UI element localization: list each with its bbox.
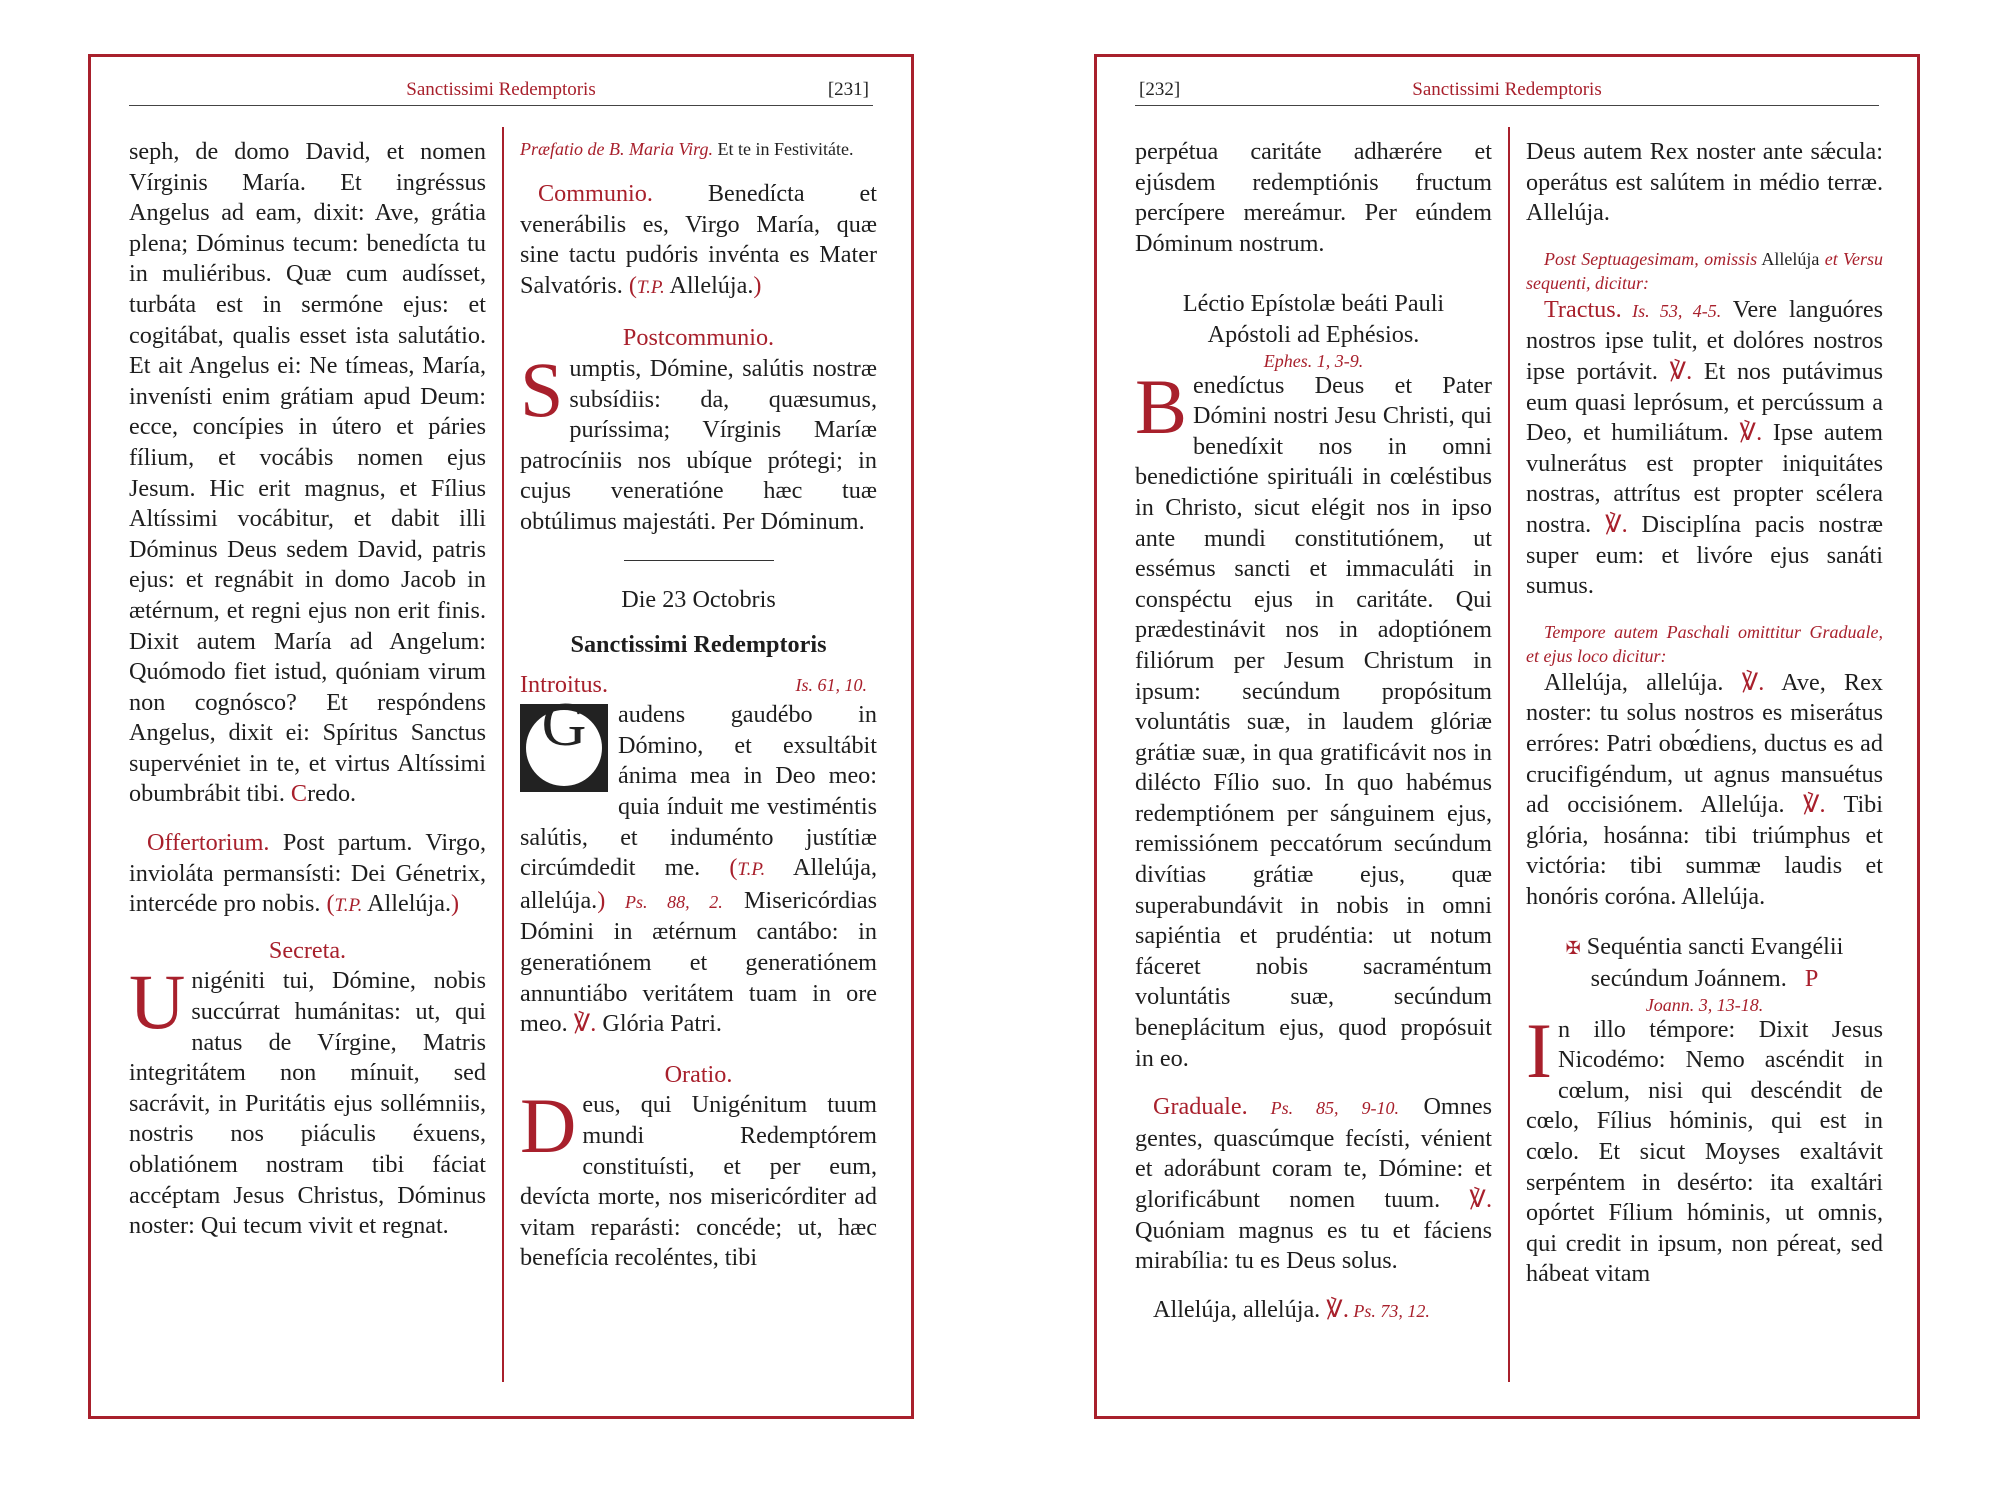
versicle-icon: ℣. [1469,1186,1492,1213]
paschal-alleluia: Allelúja, allelúja. ℣. Ave, Rex noster: tu solus nostros es miserátus erróres: Patri obœ́diens, ductus es ad crucifigéndum, ut agnus mansuétus ad occisiónem. Allelúja. ℣. Tibi glória, hosánna: tibi triúmphus et victória: tibi summæ laudis et honóris coróna. Allelúja. [1526,668,1883,910]
secreta-heading: Secreta. [268,936,347,964]
running-header [129,71,873,106]
column-divider [502,127,504,1382]
left-column-2 [520,137,877,1274]
offertorium: Offertorium. Post partum. Virgo, invioláta permansísti: Dei Génetrix, intercéde pro nobis. (T.P. Allelúja.) [129,829,486,918]
septuagesima-rubric: Post Septuagesimam, omissis Allelúja et Versu sequenti, dicitur: [1526,248,1883,293]
postcommunio-heading: Postcommunio. [622,324,775,352]
versicle-icon: ℣. [1741,668,1765,696]
drop-cap: D [520,1082,577,1170]
page-number: [232] [1139,79,1181,100]
right-column-1 [1135,137,1492,1326]
header-title: Sanctissimi Redemptoris [406,79,596,100]
introitus-reference: Is. 61, 10. [795,675,867,696]
gospel-text: In illo témpore: Dixit Jesus Nicodémo: Nemo ascéndit in cœlum, nisi qui descéndit de cœlo, Fílius hóminis, qui est in cœlo. Et sicut Moyses exaltávit serpéntem in desérto: ita exaltári opórtet Fílium hóminis, ut omnis, qui credit in ipsum, non péreat, sed hábeat vitam [1526,1006,1883,1288]
oratio-heading: Oratio. [664,1060,733,1088]
drop-cap: I [1526,1006,1552,1094]
drop-cap: U [129,958,186,1046]
lectio-reference: Ephes. 1, 3-9. [1263,350,1364,371]
tractus: Tractus. Is. 53, 4-5. Vere languóres nostros ipse tulit, et dolóres nostros ipse portávit. ℣. Et nos putávimus eum quasi leprósum, et percússum a Deo, et humiliátum. ℣. Ipse autem vulnerátus est propter iniquitátes nostras, attrítus est propter scélera nostra. ℣. Disciplína pacis nostræ super eum: et livóre ejus sanáti sumus. [1526,295,1883,600]
page-left [88,54,914,1419]
gospel-title-2: secúndum Joánnem. P [1590,965,1819,993]
lectio-title-1: Léctio Epístolæ beáti Pauli [1182,290,1445,318]
gospel-title-1: ✠ Sequéntia sancti Evangélii [1565,933,1844,961]
praefatio-rubric: Præfatio de B. Maria Virg. Et te in Festivitáte. [520,139,854,159]
oratio-text: Deus, qui Unigénitum tuum mundi Redemptórem constituísti, et per eum, devícta morte, nos misericórditer ad vitam reparásti: concéde; ut, hæc benefícia recoléntes, tibi [520,1082,877,1272]
p-marker: P [1804,965,1819,993]
page-number: [231] [827,79,869,100]
credo-initial: C [290,780,308,808]
gospel-reference: Joann. 3, 13-18. [1645,994,1764,1015]
drop-cap: B [1135,362,1188,450]
feast-title: Sanctissimi Redemptoris [570,630,827,658]
versicle-icon: ℣. [1605,510,1628,538]
lectio-title-2: Apóstoli ad Ephésios. [1207,320,1420,348]
versicle-icon: ℣. [1326,1295,1349,1323]
right-column-2 [1526,137,1883,1290]
section-divider [624,560,774,562]
introitus-text: G audens gaudébo in Dómino, et exsultábit ánima mea in Deo meo: quia índuit me vestiméntis salútis, et induménto justítiæ circúmdedit me. (T.P. Allelúja, allelúja.) Ps. 88, 2. Misericórdias Dómini in ætérnum cantábo: in generatiónem et generatiónem annuntiábo veritátem tuam in ore meo. ℣. Glória Patri. [520,691,878,1038]
column-divider [1508,127,1510,1382]
secreta-continuation: perpétua caritáte adhærére et ejúsdem redemptiónis fructum percípere mereámur. Per eúndem Dóminum nostrum. [1135,138,1492,257]
tractus-label: Tractus. [1544,295,1622,323]
versicle-icon: ℣. [1739,419,1763,447]
alleluia: Allelúja, allelúja. ℣. Ps. 73, 12. [1153,1295,1430,1323]
lectio-text: Benedíctus Deus et Pater Dómini nostri Jesu Christi, qui benedíxit nos in omni benedictióne spirituáli in cœléstibus in Christo, sicut elégit nos in ipso ante mundi constitutiónem, ut essémus sancti et immaculáti in conspéctu ejus in caritáte. Qui prædestinávit nos in adoptiónem filiórum per Jesum Christum in ipsum: secúndum propósitum voluntátis suæ, in laudem glóriæ grátiæ suæ, in qua gratificávit nos in dilécto Fílio suo. In quo habémus redemptiónem per sánguinem ejus, remissiónem peccatórum secúndum divítias grátiæ ejus, quæ superabundávit in nobis in omni sapiéntia et prudéntia: ut notum fáceret nobis sacraméntum voluntátis suæ, secúndum beneplácitum ejus, quod propósuit in eo. [1135,362,1492,1072]
date-line: Die 23 Octobris [621,586,776,614]
versicle-icon: ℣. [1802,791,1826,819]
alleluia-verse: Deus autem Rex noster ante sǽcula: operátus est salútem in médio terræ. Allelúja. [1526,138,1883,227]
versicle-icon: ℣. [573,1010,597,1038]
postcommunio-text: Sumptis, Dómine, salútis nostræ subsídiis: da, quæsumus, puríssima; Vírginis Maríæ patrocíniis nos ubíque prótegi; in cujus veneratióne hæc tuæ obtúlimus majestáti. Per Dóminum. [520,345,877,535]
running-header [1135,71,1879,106]
offertorium-label: Offertorium. [147,829,270,857]
graduale-label: Graduale. [1153,1093,1248,1121]
graduale: Graduale. Ps. 85, 9-10. Omnes gentes, quascúmque fecísti, vénient et adorábunt coram te, Dómine: et glorificábunt nomen tuum. ℣. Quóniam magnus es tu et fáciens mirabília: tu es Deus solus. [1135,1093,1492,1275]
drop-cap: S [520,345,564,433]
left-column-1 [129,137,486,1242]
communio: Communio. Benedícta et venerábilis es, Virgo María, quæ sine tactu pudóris invénta es Mater Salvatóris. (T.P. Allelúja.) [520,180,877,299]
paschal-rubric: Tempore autem Paschali omittitur Graduale, et ejus loco dicitur: [1526,621,1883,666]
header-title: Sanctissimi Redemptoris [1412,79,1602,100]
page-right [1094,54,1920,1419]
introitus-label: Introitus. [520,671,609,699]
ornamental-initial: G [520,704,608,792]
secreta-text: Unigéniti tui, Dómine, nobis succúrrat humánitas: ut, qui natus de Vírgine, Matris integritátem non mínuit, sed sacrávit, in Puritátis ejus sollémniis, nostris nos piáculis éxuens, oblatiónem nostram tibi fáciat accéptam Jesus Christus, Dóminus noster: Qui tecum vivit et regnat. [129,958,486,1240]
communio-label: Communio. [538,180,653,207]
cross-icon: ✠ [1565,938,1581,959]
versicle-icon: ℣. [1669,357,1693,385]
gospel-continuation: seph, de domo David, et nomen Vírginis María. Et ingréssus Angelus ad eam, dixit: Ave, grátia plena; Dóminus tecum: benedícta tu in muliéribus. Quæ cum audísset, turbáta est in sermóne ejus: et cogitábat, qualis esset ista salutátio. Et ait Angelus ei: Ne tímeas, María, invenísti enim grátiam apud Deum: ecce, concípies in útero et páries fílium, et vocábis nomen ejus Jesum. Hic erit magnus, et Fílius Altíssimi vocábitur, et dabit illi Dóminus Deus sedem David, patris ejus: et regnábit in domo Jacob in ætérnum, et regni ejus non erit finis. Dixit autem María ad Angelum: Quómodo fiet istud, quóniam virum non cognósco? Et respóndens Angelus, dixit ei: Spíritus Sanctus supervéniet in te, et virtus Altíssimi obumbrábit tibi. Credo. [129,138,486,808]
